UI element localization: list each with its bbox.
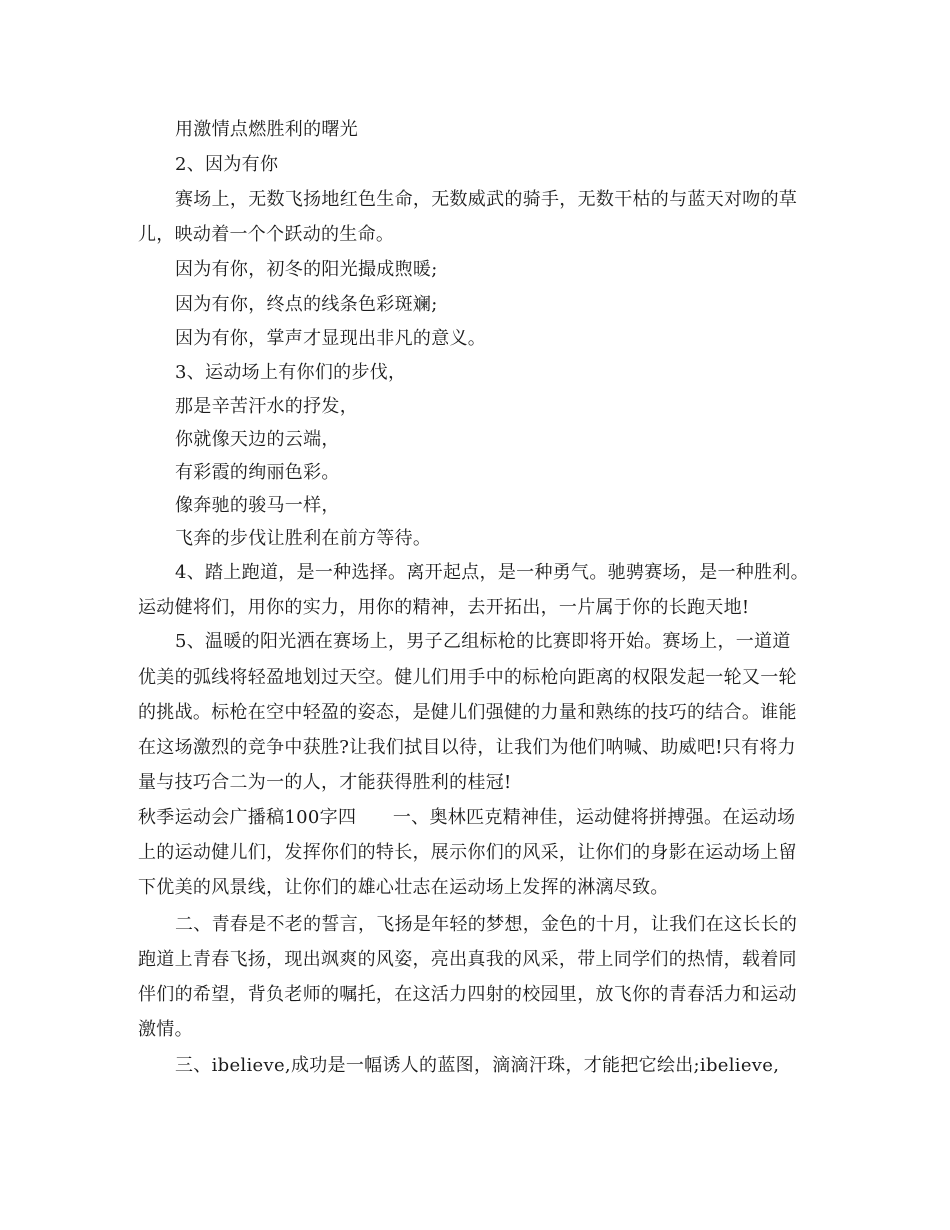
text-line: 因为有你，终点的线条色彩斑斓; — [175, 294, 438, 315]
text-line: 儿，映动着一个个跃动的生命。 — [138, 224, 395, 245]
text-line: 2、因为有你 — [175, 154, 279, 175]
text-line: 赛场上，无数飞扬地红色生命，无数威武的骑手，无数干枯的与蓝天对吻的草 — [175, 189, 798, 210]
text-line: 5、温暖的阳光洒在赛场上，男子乙组标枪的比赛即将开始。赛场上，一道道 — [175, 631, 791, 652]
text-line: 你就像天边的云端， — [175, 429, 340, 450]
text-line: 三、ibelieve,成功是一幅诱人的蓝图，滴滴汗珠，才能把它绘出;ibelieve, — [175, 1055, 780, 1076]
text-line: 激情。 — [138, 1019, 193, 1040]
text-line: 伴们的希望，背负老师的嘱托，在这活力四射的校园里，放飞你的青春活力和运动 — [138, 984, 797, 1005]
text-line: 4、踏上跑道，是一种选择。离开起点，是一种勇气。驰骋赛场，是一种胜利。 — [175, 562, 809, 583]
text-line: 运动健将们，用你的实力，用你的精神，去开拓出，一片属于你的长跑天地! — [138, 597, 750, 618]
text-line: 量与技巧合二为一的人，才能获得胜利的桂冠! — [138, 772, 512, 793]
text-line: 用激情点燃胜利的曙光 — [175, 119, 358, 140]
text-line: 像奔驰的骏马一样， — [175, 495, 340, 516]
text-line: 在这场激烈的竞争中获胜?让我们拭目以待，让我们为他们呐喊、助威吧!只有将力 — [138, 737, 796, 758]
text-line: 的挑战。标枪在空中轻盈的姿态，是健儿们强健的力量和熟练的技巧的结合。谁能 — [138, 702, 797, 723]
text-line: 二、青春是不老的誓言，飞扬是年轻的梦想，金色的十月，让我们在这长长的 — [175, 914, 798, 935]
text-line: 因为有你，初冬的阳光撮成煦暖; — [175, 259, 438, 280]
text-line: 秋季运动会广播稿100字四 一、奥林匹克精神佳，运动健将拼搏强。在运动场 — [138, 807, 796, 828]
text-line: 有彩霞的绚丽色彩。 — [175, 462, 340, 483]
text-line: 下优美的风景线，让你们的雄心壮志在运动场上发挥的淋漓尽致。 — [138, 877, 669, 898]
text-line: 上的运动健儿们，发挥你们的特长，展示你们的风采，让你们的身影在运动场上留 — [138, 842, 797, 863]
text-line: 优美的弧线将轻盈地划过天空。健儿们用手中的标枪向距离的权限发起一轮又一轮 — [138, 667, 797, 688]
text-line: 飞奔的步伐让胜利在前方等待。 — [175, 528, 432, 549]
text-line: 那是辛苦汗水的抒发， — [175, 396, 358, 417]
text-line: 3、运动场上有你们的步伐， — [175, 362, 407, 383]
text-line: 因为有你，掌声才显现出非凡的意义。 — [175, 328, 487, 349]
text-line: 跑道上青春飞扬，现出飒爽的风姿，亮出真我的风采，带上同学们的热情，载着同 — [138, 949, 797, 970]
